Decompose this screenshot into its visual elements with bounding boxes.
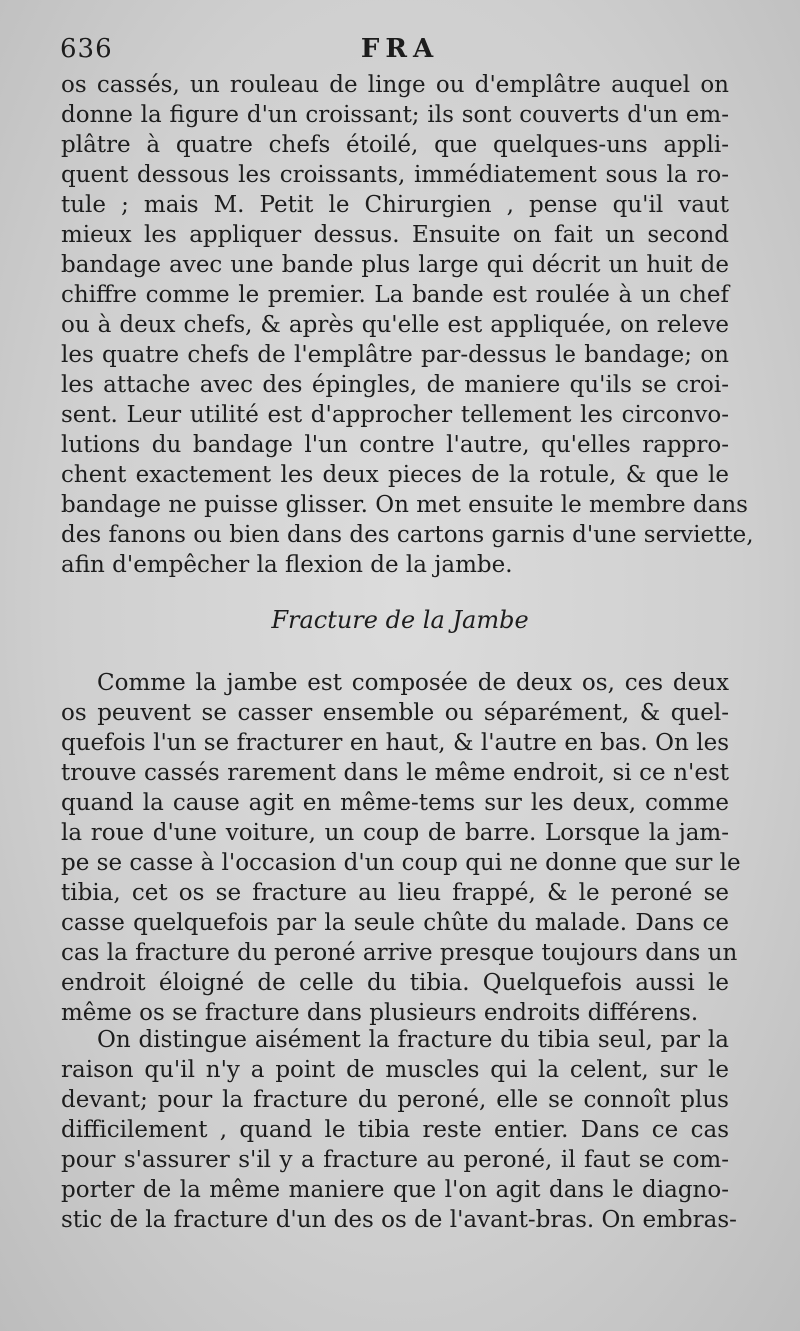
text-line: même os se fracture dans plusieurs endroits différens. xyxy=(61,1000,699,1026)
text-line: lutions du bandage l'un contre l'autre, qu'elles rappro- xyxy=(61,432,729,458)
text-line: les quatre chefs de l'emplâtre par-dessus le bandage; on xyxy=(61,342,729,368)
paragraph-continued xyxy=(61,70,754,580)
text-line: difficilement , quand le tibia reste entier. Dans ce cas xyxy=(61,1117,729,1143)
text-line: quent dessous les croissants, immédiatement sous la ro- xyxy=(61,162,729,188)
text-line: la roue d'une voiture, un coup de barre. Lorsque la jam- xyxy=(61,820,729,846)
text-line: tule ; mais M. Petit le Chirurgien , pense qu'il vaut xyxy=(61,192,729,218)
text-line: des fanons ou bien dans des cartons garnis d'une serviette, xyxy=(61,522,754,548)
text-line: quand la cause agit en même-tems sur les deux, comme xyxy=(61,790,729,816)
text-line: mieux les appliquer dessus. Ensuite on fait un second xyxy=(61,222,729,248)
text-line: sent. Leur utilité est d'approcher tellement les circonvo- xyxy=(61,402,729,428)
paragraph xyxy=(61,1025,737,1235)
text-line: bandage avec une bande plus large qui décrit un huit de xyxy=(61,252,729,278)
text-line: tibia, cet os se fracture au lieu frappé, & le peroné se xyxy=(61,880,729,906)
text-line: donne la figure d'un croissant; ils sont couverts d'un em- xyxy=(61,102,729,128)
text-line: os cassés, un rouleau de linge ou d'emplâtre auquel on xyxy=(61,72,729,98)
text-line: endroit éloigné de celle du tibia. Quelquefois aussi le xyxy=(61,970,729,996)
text-line: chent exactement les deux pieces de la rotule, & que le xyxy=(61,462,729,488)
text-line: chiffre comme le premier. La bande est roulée à un chef xyxy=(61,282,729,308)
text-line: cas la fracture du peroné arrive presque toujours dans un xyxy=(61,940,738,966)
running-head: FRA xyxy=(360,34,440,64)
text-line: porter de la même maniere que l'on agit dans le diagno- xyxy=(61,1177,729,1203)
text-line: devant; pour la fracture du peroné, elle se connoît plus xyxy=(61,1087,729,1113)
text-line: afin d'empêcher la flexion de la jambe. xyxy=(61,552,513,578)
text-line: os peuvent se casser ensemble ou séparément, & quel- xyxy=(61,700,729,726)
text-line: ou à deux chefs, & après qu'elle est appliquée, on releve xyxy=(61,312,729,338)
text-line: quefois l'un se fracturer en haut, & l'autre en bas. On les xyxy=(61,730,729,756)
text-line: pe se casse à l'occasion d'un coup qui ne donne que sur le xyxy=(61,850,741,876)
page-header xyxy=(60,30,740,70)
text-line: bandage ne puisse glisser. On met ensuite le membre dans xyxy=(61,492,748,518)
paragraph xyxy=(61,668,741,1028)
text-line: Comme la jambe est composée de deux os, ces deux xyxy=(97,670,729,696)
text-line: trouve cassés rarement dans le même endroit, si ce n'est xyxy=(61,760,729,786)
text-line: casse quelquefois par la seule chûte du malade. Dans ce xyxy=(61,910,729,936)
text-line: On distingue aisément la fracture du tibia seul, par la xyxy=(97,1027,729,1053)
section-title: Fracture de la Jambe xyxy=(271,606,529,634)
page-number: 636 xyxy=(60,34,113,64)
text-line: plâtre à quatre chefs étoilé, que quelques-uns appli- xyxy=(61,132,729,158)
text-line: stic de la fracture d'un des os de l'avant-bras. On embras- xyxy=(61,1207,737,1233)
text-line: les attache avec des épingles, de maniere qu'ils se croi- xyxy=(61,372,729,398)
text-line: pour s'assurer s'il y a fracture au peroné, il faut se com- xyxy=(61,1147,729,1173)
text-line: raison qu'il n'y a point de muscles qui la celent, sur le xyxy=(61,1057,729,1083)
